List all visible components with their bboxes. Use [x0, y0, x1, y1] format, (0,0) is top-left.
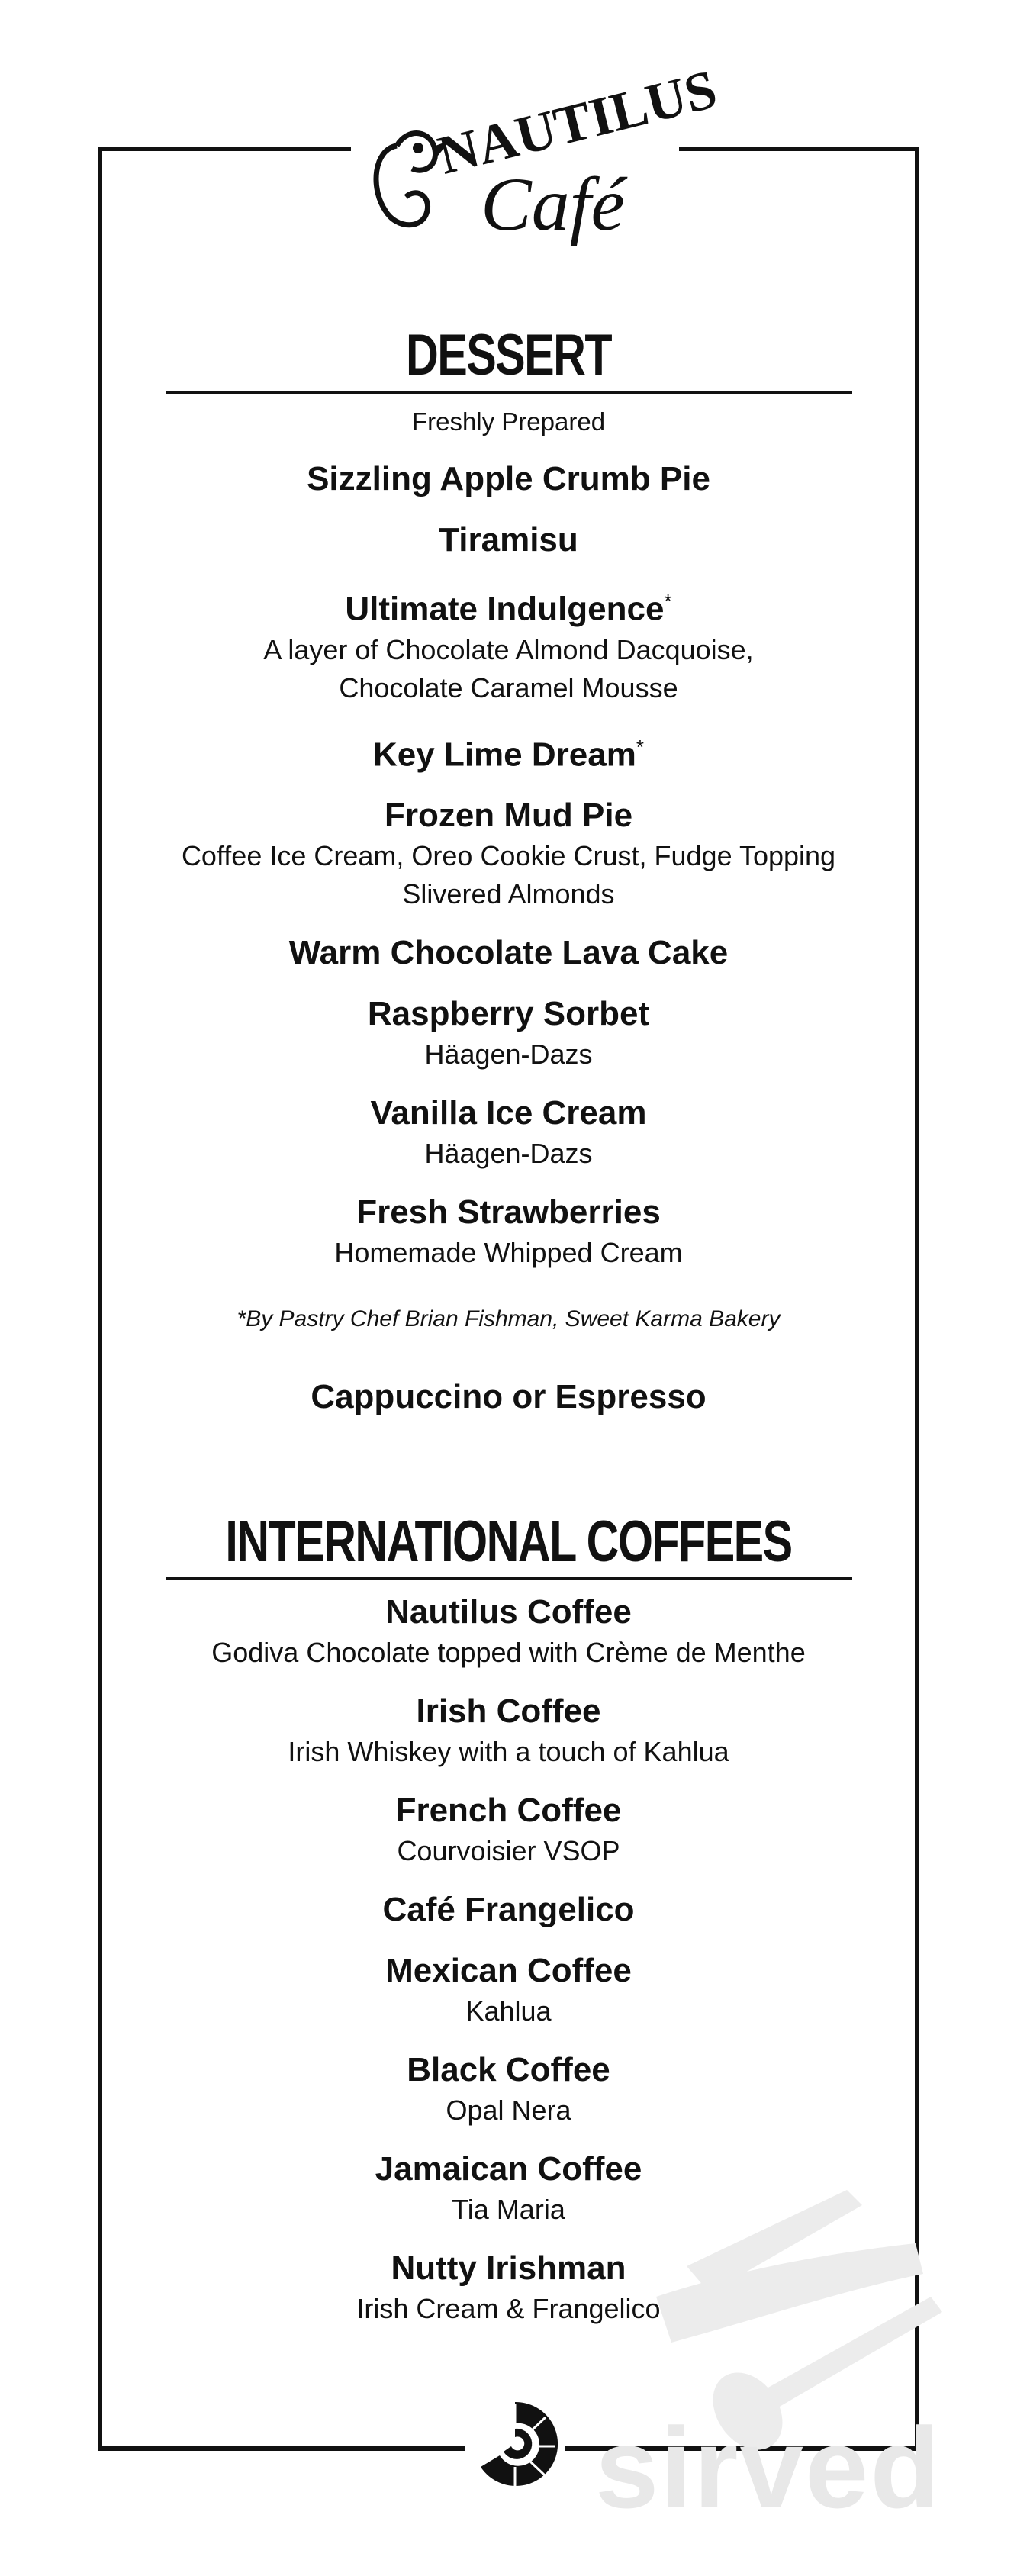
footnote-asterisk: *	[664, 590, 672, 613]
menu-item	[98, 1092, 919, 1173]
menu-item-name	[98, 1789, 919, 1832]
menu-item	[98, 519, 919, 562]
dessert-title: DESSERT	[405, 323, 612, 388]
menu-item-name	[98, 580, 919, 631]
menu-item	[98, 1950, 919, 2030]
menu-item-name-text: Key Lime Dream	[373, 736, 636, 774]
menu-item-name-text: Sizzling Apple Crumb Pie	[307, 460, 710, 497]
menu-item-name	[98, 726, 919, 777]
menu-item-description: Irish Whiskey with a touch of Kahlua	[288, 1736, 729, 1768]
menu-item-description: Tia Maria	[452, 2194, 565, 2226]
watermark-text: sirved	[595, 2404, 941, 2532]
menu-item-name-text: Mexican Coffee	[385, 1952, 632, 1990]
menu-item	[98, 993, 919, 1074]
menu-item-description: Opal Nera	[446, 2095, 571, 2127]
menu-item-description: Coffee Ice Cream, Oreo Cookie Crust, Fudge Topping	[181, 840, 836, 872]
menu-item-name	[98, 458, 919, 501]
logo-text-top: NAUTILUS	[432, 58, 723, 186]
menu-item-name	[98, 1889, 919, 1931]
menu-item-name	[98, 993, 919, 1035]
logo-text-bottom: Café	[481, 162, 625, 246]
menu-item	[98, 1690, 919, 1771]
section-divider	[166, 1577, 852, 1580]
pastry-chef-footnote: *By Pastry Chef Brian Fishman, Sweet Karma Bakery	[237, 1306, 781, 1332]
menu-item	[98, 1191, 919, 1272]
menu-item-name	[98, 1092, 919, 1135]
menu-content	[98, 320, 919, 2328]
menu-item-name-text: Café Frangelico	[382, 1891, 635, 1929]
menu-item-name	[98, 1690, 919, 1733]
nautilus-shell-icon	[465, 2394, 565, 2494]
menu-item-name-text: Black Coffee	[407, 2051, 610, 2089]
menu-item	[98, 458, 919, 501]
menu-item-name	[98, 2049, 919, 2091]
menu-item-name	[98, 1950, 919, 1992]
logo-graphic	[351, 58, 723, 264]
menu-item	[98, 932, 919, 974]
menu-item-description: Irish Cream & Frangelico	[356, 2293, 661, 2325]
menu-item-name-text: French Coffee	[395, 1792, 622, 1830]
menu-item-name-text: Irish Coffee	[416, 1692, 601, 1731]
menu-item	[98, 1591, 919, 1672]
section-divider	[166, 391, 852, 394]
menu-item	[98, 726, 919, 777]
menu-item-description: A layer of Chocolate Almond Dacquoise,	[263, 633, 754, 665]
menu-item-description: Chocolate Caramel Mousse	[339, 671, 678, 704]
menu-item-name-text: Jamaican Coffee	[375, 2150, 642, 2188]
dessert-list	[98, 458, 919, 1272]
menu-item-name-text: Nutty Irishman	[391, 2249, 626, 2288]
dessert-subtitle: Freshly Prepared	[411, 407, 606, 436]
footnote-asterisk: *	[636, 735, 644, 758]
menu-item	[98, 1889, 919, 1931]
cappuccino-espresso-item: Cappuccino or Espresso	[311, 1378, 707, 1416]
menu-item-name-text: Frozen Mud Pie	[384, 797, 633, 835]
menu-item-description: Häagen-Dazs	[424, 1038, 593, 1071]
menu-item	[98, 580, 919, 707]
menu-item-description: Homemade Whipped Cream	[334, 1237, 683, 1269]
dessert-section	[98, 320, 919, 1418]
fish-eye-icon	[413, 143, 423, 153]
menu-item-description: Godiva Chocolate topped with Crème de Menthe	[211, 1637, 806, 1669]
menu-item-description: Kahlua	[465, 1995, 552, 2027]
menu-item-name	[98, 794, 919, 837]
menu-item-name	[98, 1191, 919, 1234]
menu-item-description: Häagen-Dazs	[424, 1138, 593, 1170]
menu-item-name-text: Fresh Strawberries	[356, 1193, 661, 1232]
menu-item	[98, 1789, 919, 1870]
menu-item	[98, 2049, 919, 2130]
menu-item-name	[98, 1591, 919, 1634]
menu-item-name-text: Ultimate Indulgence	[345, 590, 665, 628]
menu-item-name-text: Vanilla Ice Cream	[370, 1094, 647, 1132]
menu-item-description: Courvoisier VSOP	[397, 1835, 620, 1867]
nautilus-cafe-logo	[351, 58, 723, 264]
menu-item-description: Slivered Almonds	[402, 878, 615, 910]
menu-item-name-text: Nautilus Coffee	[385, 1593, 632, 1631]
menu-item-name	[98, 519, 919, 562]
menu-item-name-text: Warm Chocolate Lava Cake	[288, 934, 729, 972]
menu-item	[98, 794, 919, 913]
menu-item-name	[98, 932, 919, 974]
coffees-title: INTERNATIONAL COFFEES	[225, 1509, 792, 1575]
menu-item-name-text: Tiramisu	[439, 521, 578, 559]
menu-item-name-text: Raspberry Sorbet	[367, 995, 650, 1033]
